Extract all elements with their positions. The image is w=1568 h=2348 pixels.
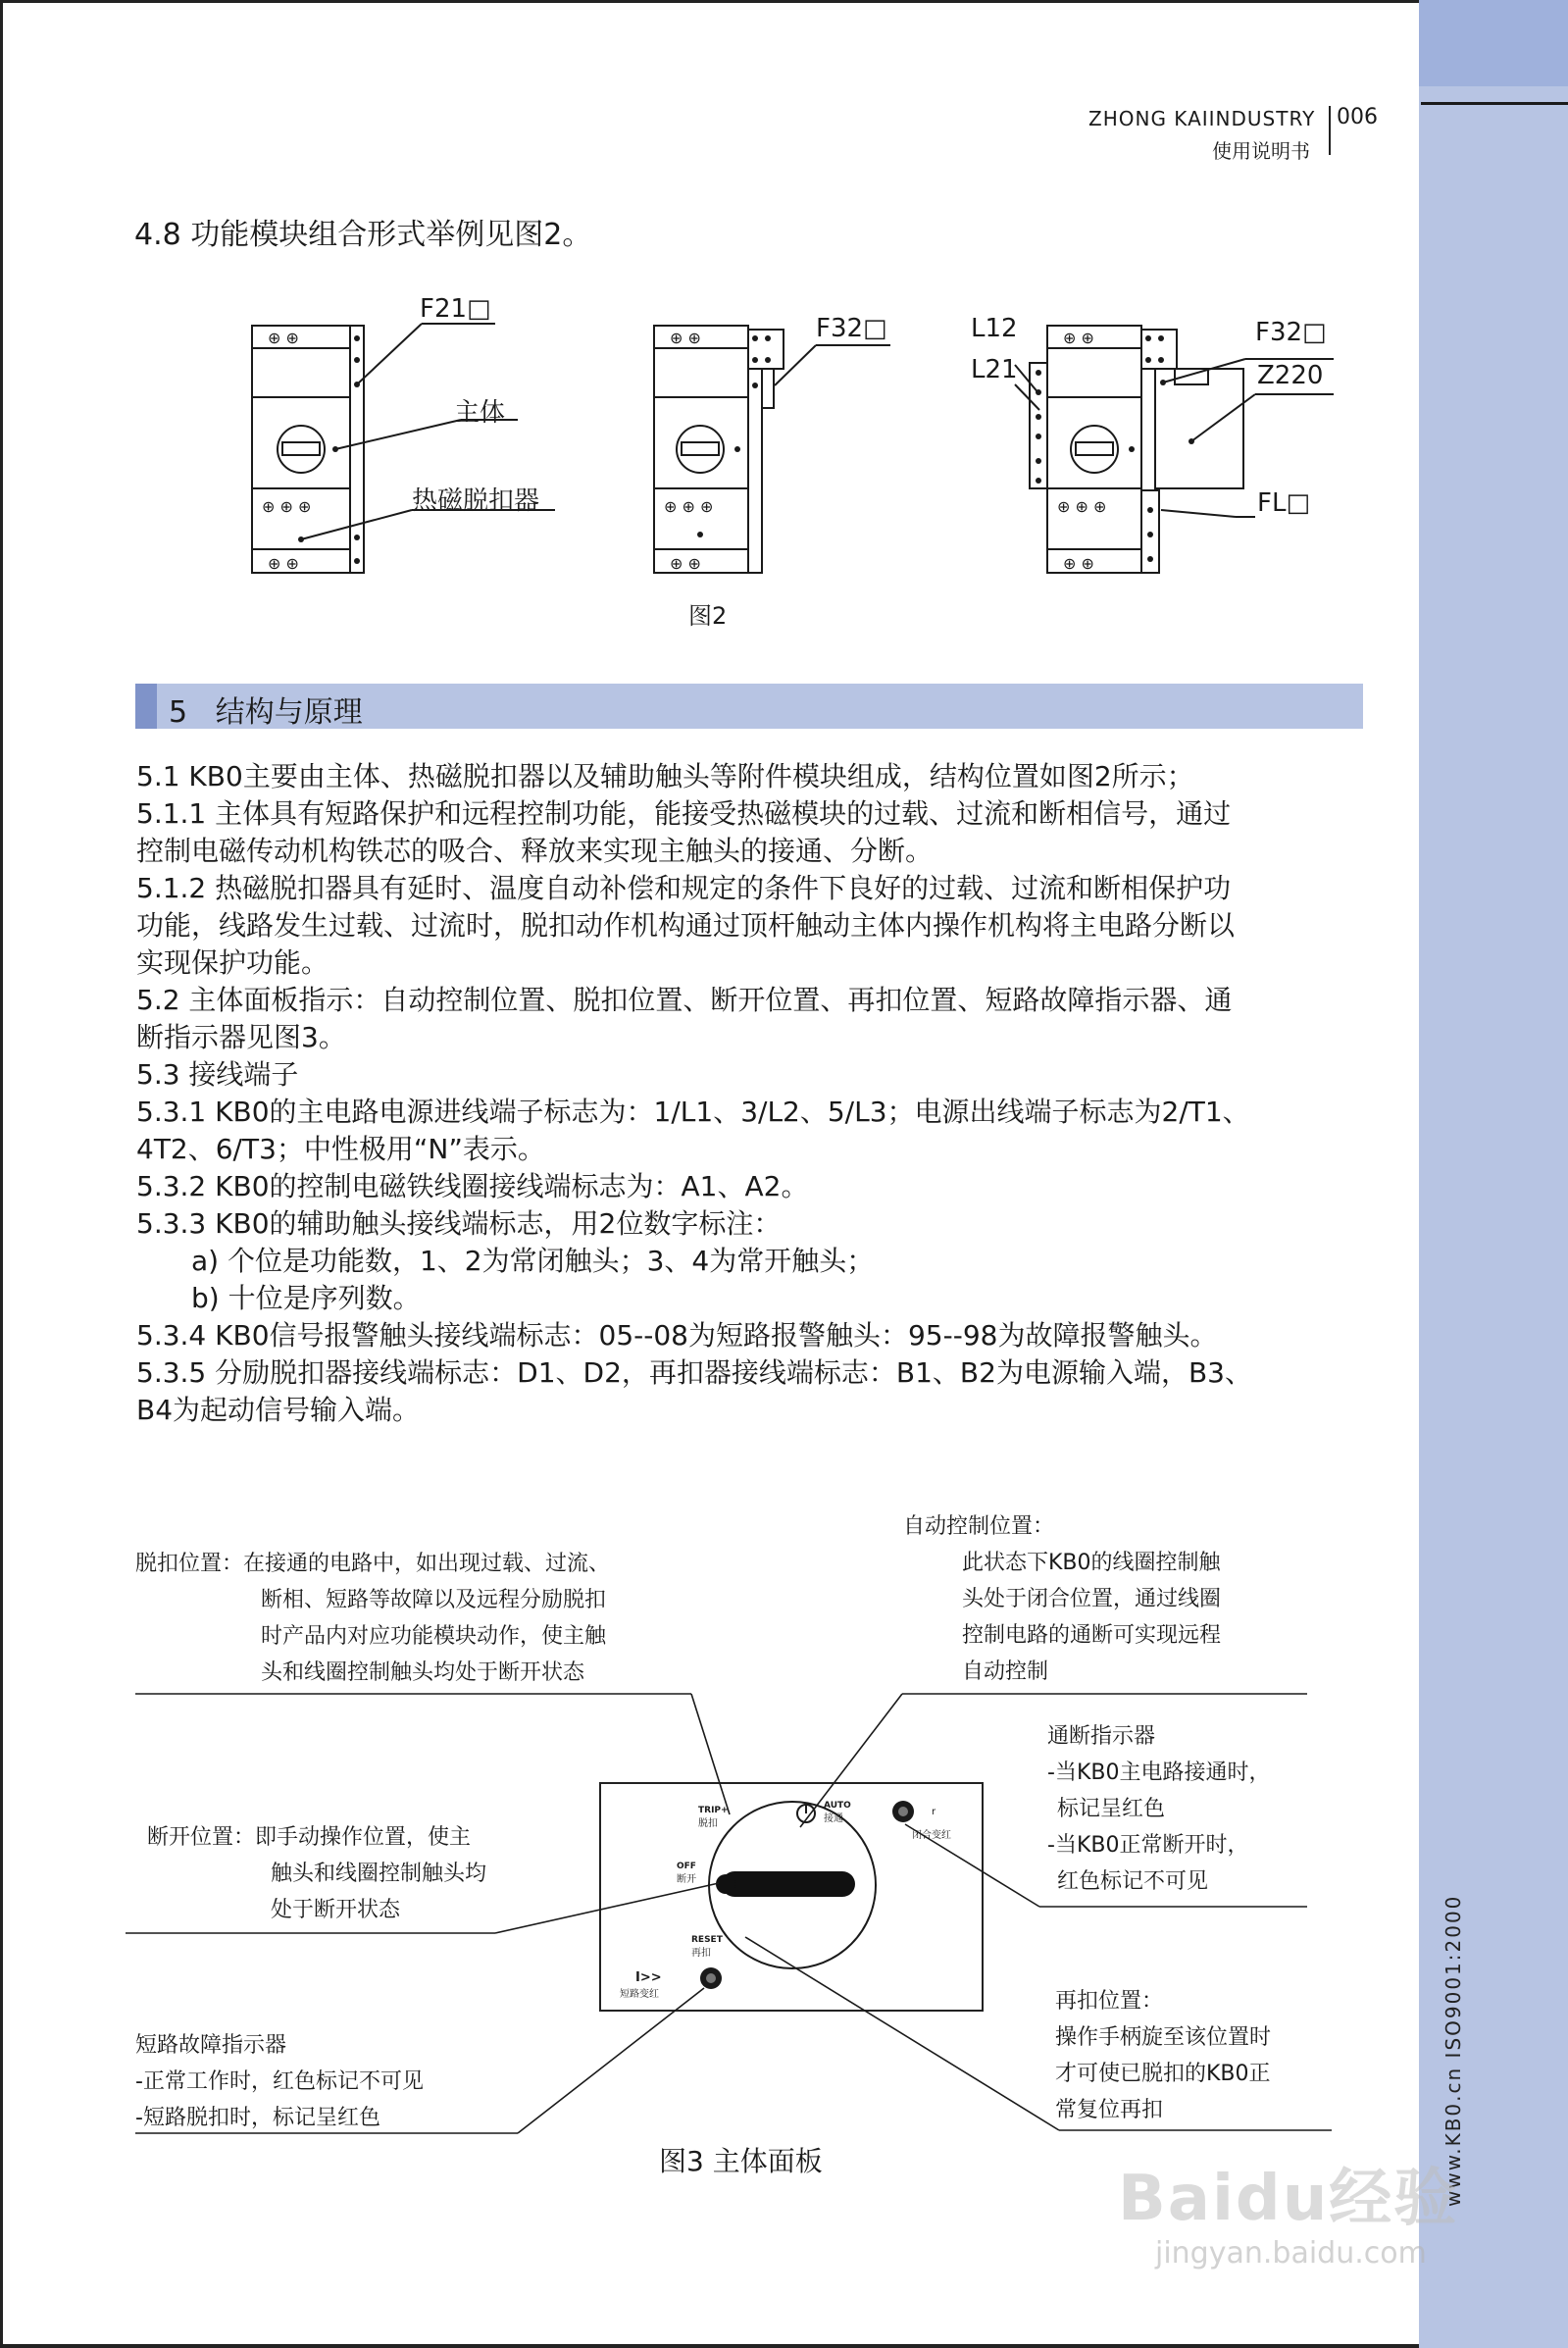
paragraph-5-3-3: 5.3.3 KB0的辅助触头接线端标志，用2位数字标注： xyxy=(136,1207,782,1240)
svg-text:⊕ ⊕ ⊕: ⊕ ⊕ ⊕ xyxy=(664,497,714,516)
svg-text:⊕ ⊕ ⊕: ⊕ ⊕ ⊕ xyxy=(262,497,312,516)
paragraph-5-3: 5.3 接线端子 xyxy=(136,1058,299,1091)
header-page-number: 006 xyxy=(1337,105,1378,129)
paragraph-5-3-5-cont: B4为起动信号输入端。 xyxy=(136,1394,421,1426)
paragraph-5-3-1-cont: 4T2、6/T3；中性极用“N”表示。 xyxy=(136,1133,545,1165)
panel-r-symbol: r xyxy=(932,1807,936,1817)
label-fl: FL□ xyxy=(1257,488,1311,518)
svg-text:⊕ ⊕: ⊕ ⊕ xyxy=(670,554,701,573)
paragraph-5-1-2: 5.1.2 热磁脱扣器具有延时、温度自动补偿和规定的条件下良好的过载、过流和断相保护功 xyxy=(136,872,1232,904)
svg-text:⊕ ⊕: ⊕ ⊕ xyxy=(1063,554,1094,573)
paragraph-5-3-3-b: b) 十位是序列数。 xyxy=(191,1282,421,1314)
panel-auto-cn: 接通 xyxy=(824,1813,843,1824)
annotation-trip: 脱扣位置：在接通的电路中，如出现过载、过流、 断相、短路等故障以及远程分励脱扣 时产品内对应功能模块动作，使主触 头和线圈控制触头均处于断开状态 xyxy=(135,1552,611,1685)
paragraph-5-1-2-cont: 功能，线路发生过载、过流时，脱扣动作机构通过顶杆触动主体内操作机构将主电路分断以 xyxy=(136,909,1236,942)
paragraph-5-3-2: 5.3.2 KB0的控制电磁铁线圈接线端标志为：A1、A2。 xyxy=(136,1170,809,1202)
iso-sidebar-text: www.KB0.cn ISO9001:2000 xyxy=(1442,1894,1465,2207)
paragraph-5-3-3-a: a) 个位是功能数，1、2为常闭触头；3、4为常开触头； xyxy=(191,1245,875,1277)
annotation-reset: 再扣位置： 操作手柄旋至该位置时 才可使已脱扣的KB0正 常复位再扣 xyxy=(1055,1989,1272,2122)
figure2-caption: 图2 xyxy=(688,602,728,630)
paragraph-5-2-cont: 断指示器见图3。 xyxy=(136,1021,346,1053)
section-5-title: 5 结构与原理 xyxy=(169,695,363,730)
panel-reset-cn: 再扣 xyxy=(691,1948,711,1959)
svg-text:⊕ ⊕: ⊕ ⊕ xyxy=(268,554,299,573)
watermark-brand: Baidu经验 xyxy=(1118,2163,1459,2235)
paragraph-5-1-1: 5.1.1 主体具有短路保护和远程控制功能，能接受热磁模块的过载、过流和断相信号，通过 xyxy=(136,797,1232,830)
svg-text:⊕ ⊕: ⊕ ⊕ xyxy=(268,329,299,347)
paragraph-5-1-2-end: 实现保护功能。 xyxy=(136,946,329,979)
paragraph-5-3-1: 5.3.1 KB0的主电路电源进线端子标志为：1/L1、3/L2、5/L3；电源出线端子标志为2/T1、 xyxy=(136,1096,1250,1128)
label-thermal: 热磁脱扣器 xyxy=(412,486,540,516)
label-f32-a: F32□ xyxy=(816,314,887,343)
label-l12: L12 xyxy=(971,314,1018,343)
panel-short-symbol: I>> xyxy=(635,1970,662,1985)
panel-auto-en: AUTO xyxy=(824,1801,851,1811)
paragraph-5-3-5: 5.3.5 分励脱扣器接线端标志：D1、D2，再扣器接线端标志：B1、B2为电源输入端，B3、 xyxy=(136,1356,1252,1389)
label-f21: F21□ xyxy=(420,294,491,324)
paragraph-5-2: 5.2 主体面板指示：自动控制位置、脱扣位置、断开位置、再扣位置、短路故障指示器、通 xyxy=(136,984,1233,1016)
paragraph-5-1-1-cont: 控制电磁传动机构铁芯的吸合、释放来实现主触头的接通、分断。 xyxy=(136,835,934,867)
label-z220: Z220 xyxy=(1257,361,1324,390)
svg-text:⊕ ⊕: ⊕ ⊕ xyxy=(670,329,701,347)
panel-trip-en: TRIP+ xyxy=(698,1806,729,1815)
annotation-short-circuit: 短路故障指示器 -正常工作时，红色标记不可见 -短路脱扣时，标记呈红色 xyxy=(135,2033,424,2130)
panel-trip-cn: 脱扣 xyxy=(698,1818,718,1829)
svg-text:⊕ ⊕: ⊕ ⊕ xyxy=(1063,329,1094,347)
annotation-auto: 自动控制位置： 此状态下KB0的线圈控制触 头处于闭合位置，通过线圈 控制电路的通断可实现远程 自动控制 xyxy=(903,1514,1222,1684)
label-f32-b: F32□ xyxy=(1255,318,1327,347)
panel-reset-en: RESET xyxy=(691,1935,723,1945)
label-l21: L21 xyxy=(971,355,1018,384)
header-subtitle: 使用说明书 xyxy=(1212,139,1310,163)
watermark-url: jingyan.baidu.com xyxy=(1155,2236,1427,2271)
section-4-8-heading: 4.8 功能模块组合形式举例见图2。 xyxy=(134,218,592,252)
annotation-off: 断开位置：即手动操作位置，使主 触头和线圈控制触头均 处于断开状态 xyxy=(147,1825,487,1922)
svg-text:⊕ ⊕ ⊕: ⊕ ⊕ ⊕ xyxy=(1057,497,1107,516)
paragraph-5-3-4: 5.3.4 KB0信号报警触头接线端标志：05--08为短路报警触头：95--98为故障报警触头。 xyxy=(136,1319,1218,1352)
panel-short-cn: 短路变红 xyxy=(620,1989,659,2000)
annotation-onoff: 通断指示器 -当KB0主电路接通时， 标记呈红色 -当KB0正常断开时， 红色标记不可见 xyxy=(1047,1724,1271,1894)
panel-off-cn: 断开 xyxy=(677,1874,696,1885)
panel-off-en: OFF xyxy=(677,1862,696,1871)
header-company: ZHONG KAIINDUSTRY xyxy=(1088,107,1316,130)
panel-close-cn: 闭合变红 xyxy=(912,1830,951,1841)
paragraph-5-1: 5.1 KB0主要由主体、热磁脱扣器以及辅助触头等附件模块组成，结构位置如图2所示； xyxy=(136,760,1194,792)
label-main-body: 主体 xyxy=(454,398,506,428)
figure3-caption: 图3 主体面板 xyxy=(659,2145,823,2177)
